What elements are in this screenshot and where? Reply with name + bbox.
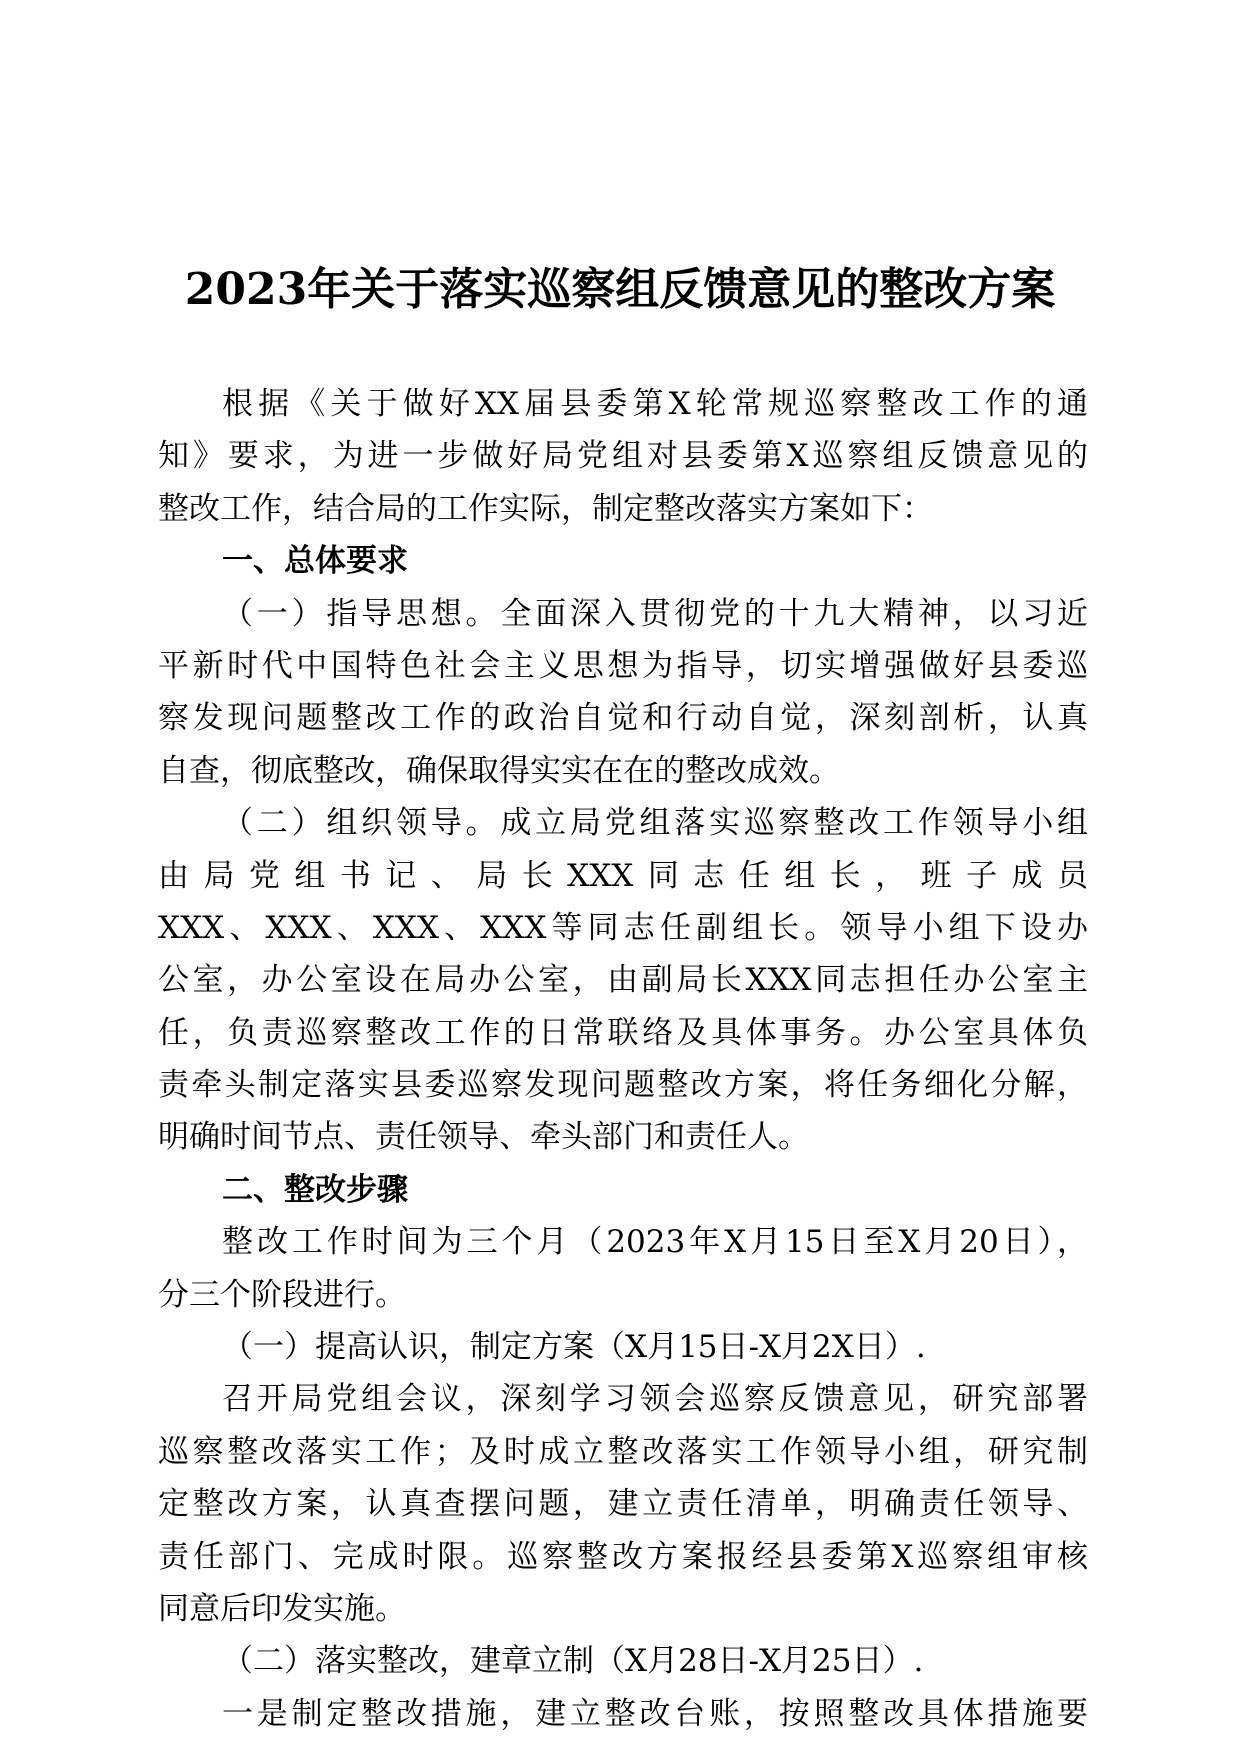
paragraph-line: 由局党组书记、局长XXX同志任组长，班子成员 (158, 857, 1088, 894)
section-heading: 二、整改步骤 (222, 1171, 408, 1208)
paragraph-line: 平新时代中国特色社会主义思想为指导，切实增强做好县委巡 (158, 647, 1088, 684)
paragraph-line: 巡察整改落实工作；及时成立整改落实工作领导小组，研究制 (158, 1433, 1088, 1470)
section-heading: 一、总体要求 (222, 543, 408, 580)
paragraph-line: 责牵头制定落实县委巡察发现问题整改方案，将任务细化分解， (158, 1067, 1088, 1104)
paragraph-line: 整改工作，结合局的工作实际，制定整改落实方案如下： (158, 490, 933, 527)
paragraph-line: 任，负责巡察整改工作的日常联络及具体事务。办公室具体负 (158, 1014, 1088, 1051)
paragraph-line: 知》要求，为进一步做好局党组对县委第X巡察组反馈意见的 (158, 438, 1088, 475)
paragraph-line: 责任部门、完成时限。巡察整改方案报经县委第X巡察组审核 (158, 1538, 1088, 1575)
paragraph-line: 根据《关于做好XX届县委第X轮常规巡察整改工作的通 (222, 386, 1088, 422)
paragraph-line: （一）指导思想。全面深入贯彻党的十九大精神，以习近 (222, 595, 1088, 632)
subsection-heading: （一）提高认识，制定方案（X月15日-X月2X日）. (222, 1329, 926, 1366)
paragraph-line: 整改工作时间为三个月（2023年X月15日至X月20日）， (222, 1224, 1088, 1261)
paragraph-line: 自查，彻底整改，确保取得实实在在的整改成效。 (158, 752, 840, 789)
subsection-heading: （二）落实整改，建章立制（X月28日-X月25日）. (222, 1643, 924, 1680)
document-body (158, 378, 1088, 1740)
paragraph-line: 一是制定整改措施，建立整改台账，按照整改具体措施要 (222, 1695, 1088, 1732)
paragraph-line: XXX、XXX、XXX、XXX等同志任副组长。领导小组下设办 (158, 909, 1088, 946)
paragraph-line: 同意后印发实施。 (158, 1590, 406, 1627)
paragraph-line: 明确时间节点、责任领导、牵头部门和责任人。 (158, 1119, 809, 1156)
paragraph-line: 分三个阶段进行。 (158, 1276, 406, 1313)
document-title: 2023年关于落实巡察组反馈意见的整改方案 (184, 264, 1056, 315)
paragraph-line: 公室，办公室设在局办公室，由副局长XXX同志担任办公室主 (158, 962, 1088, 999)
paragraph-line: 召开局党组会议，深刻学习领会巡察反馈意见，研究部署 (222, 1381, 1088, 1418)
paragraph-line: （二）组织领导。成立局党组落实巡察整改工作领导小组 (222, 805, 1088, 842)
paragraph-line: 察发现问题整改工作的政治自觉和行动自觉，深刻剖析，认真 (158, 700, 1088, 737)
paragraph-line: 定整改方案，认真查摆问题，建立责任清单，明确责任领导、 (158, 1486, 1088, 1523)
